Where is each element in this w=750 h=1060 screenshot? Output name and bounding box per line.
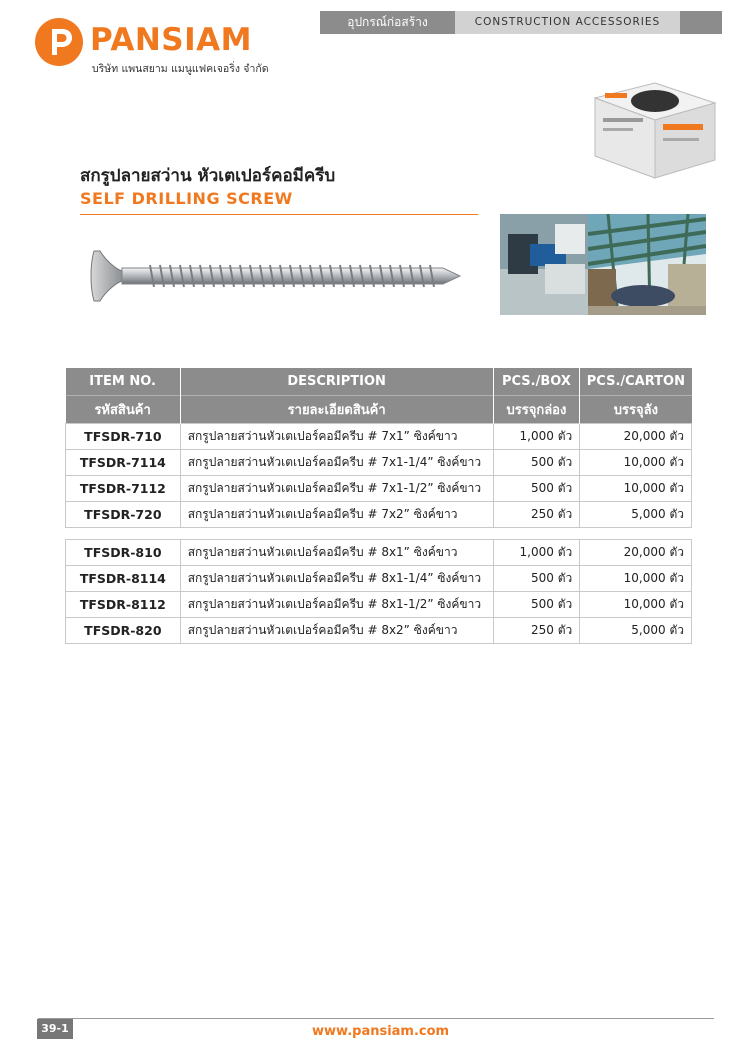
header-pcs-carton: PCS./CARTON — [580, 368, 692, 396]
table-row — [66, 450, 692, 476]
brand-logo-icon — [35, 18, 83, 66]
screw-image — [88, 235, 470, 315]
header-item-no-thai: รหัสสินค้า — [66, 396, 181, 424]
product-box-image — [585, 78, 720, 183]
header-description: DESCRIPTION — [180, 368, 493, 396]
pcs-per-carton: 5,000 ตัว — [580, 502, 692, 528]
category-tab-thai: อุปกรณ์ก่อสร้าง — [320, 11, 455, 34]
item-code: TFSDR-720 — [66, 502, 181, 528]
item-code: TFSDR-8112 — [66, 592, 181, 618]
item-code: TFSDR-7112 — [66, 476, 181, 502]
footer-divider — [38, 1018, 714, 1019]
website-link[interactable]: www.pansiam.com — [312, 1024, 450, 1039]
pcs-per-box: 1,000 ตัว — [493, 540, 580, 566]
pcs-per-carton: 5,000 ตัว — [580, 618, 692, 644]
pcs-per-box: 500 ตัว — [493, 450, 580, 476]
table-header-row-english — [66, 368, 692, 396]
pcs-per-box: 1,000 ตัว — [493, 424, 580, 450]
table-row — [66, 502, 692, 528]
item-description: สกรูปลายสว่านหัวเตเปอร์คอมีครีบ # 7x1” ซิงค์ขาว — [180, 424, 493, 450]
table-row — [66, 476, 692, 502]
title-divider — [80, 214, 478, 215]
item-code: TFSDR-710 — [66, 424, 181, 450]
pcs-per-carton: 10,000 ตัว — [580, 476, 692, 502]
category-tab-english: CONSTRUCTION ACCESSORIES — [455, 11, 680, 34]
table-row — [66, 592, 692, 618]
table-group-spacer — [66, 528, 692, 540]
item-description: สกรูปลายสว่านหัวเตเปอร์คอมีครีบ # 7x2” ซิงค์ขาว — [180, 502, 493, 528]
pcs-per-carton: 20,000 ตัว — [580, 540, 692, 566]
item-code: TFSDR-8114 — [66, 566, 181, 592]
header-pcs-box: PCS./BOX — [493, 368, 580, 396]
pcs-per-carton: 10,000 ตัว — [580, 592, 692, 618]
category-tab-end — [680, 11, 722, 34]
table-row — [66, 618, 692, 644]
product-title-english: SELF DRILLING SCREW — [80, 189, 293, 208]
header-description-thai: รายละเอียดสินค้า — [180, 396, 493, 424]
table-row — [66, 566, 692, 592]
pcs-per-box: 250 ตัว — [493, 618, 580, 644]
carport-photo — [588, 214, 706, 315]
item-code: TFSDR-810 — [66, 540, 181, 566]
brand-name: PANSIAM — [90, 22, 253, 58]
pcs-per-carton: 10,000 ตัว — [580, 566, 692, 592]
item-code: TFSDR-820 — [66, 618, 181, 644]
page-number: 39-1 — [37, 1019, 73, 1039]
pcs-per-box: 500 ตัว — [493, 566, 580, 592]
pcs-per-carton: 10,000 ตัว — [580, 450, 692, 476]
pcs-per-carton: 20,000 ตัว — [580, 424, 692, 450]
pcs-per-box: 500 ตัว — [493, 476, 580, 502]
header-pcs-box-thai: บรรจุกล่อง — [493, 396, 580, 424]
brand-subtitle: บริษัท แพนสยาม แมนูแฟคเจอริ่ง จำกัด — [92, 63, 269, 75]
table-row — [66, 424, 692, 450]
item-code: TFSDR-7114 — [66, 450, 181, 476]
item-description: สกรูปลายสว่านหัวเตเปอร์คอมีครีบ # 8x1” ซิงค์ขาว — [180, 540, 493, 566]
item-description: สกรูปลายสว่านหัวเตเปอร์คอมีครีบ # 8x1-1/4” ซิงค์ขาว — [180, 566, 493, 592]
item-description: สกรูปลายสว่านหัวเตเปอร์คอมีครีบ # 7x1-1/2” ซิงค์ขาว — [180, 476, 493, 502]
pcs-per-box: 250 ตัว — [493, 502, 580, 528]
product-title-thai: สกรูปลายสว่าน หัวเตเปอร์คอมีครีบ — [80, 166, 336, 186]
pcs-per-box: 500 ตัว — [493, 592, 580, 618]
product-table — [65, 368, 692, 644]
table-row — [66, 540, 692, 566]
table-header-row-thai — [66, 396, 692, 424]
spacer-cell — [66, 528, 692, 540]
installation-photo — [500, 214, 590, 315]
header-item-no: ITEM NO. — [66, 368, 181, 396]
item-description: สกรูปลายสว่านหัวเตเปอร์คอมีครีบ # 8x1-1/2” ซิงค์ขาว — [180, 592, 493, 618]
item-description: สกรูปลายสว่านหัวเตเปอร์คอมีครีบ # 8x2” ซิงค์ขาว — [180, 618, 493, 644]
header-pcs-carton-thai: บรรจุลัง — [580, 396, 692, 424]
item-description: สกรูปลายสว่านหัวเตเปอร์คอมีครีบ # 7x1-1/4” ซิงค์ขาว — [180, 450, 493, 476]
